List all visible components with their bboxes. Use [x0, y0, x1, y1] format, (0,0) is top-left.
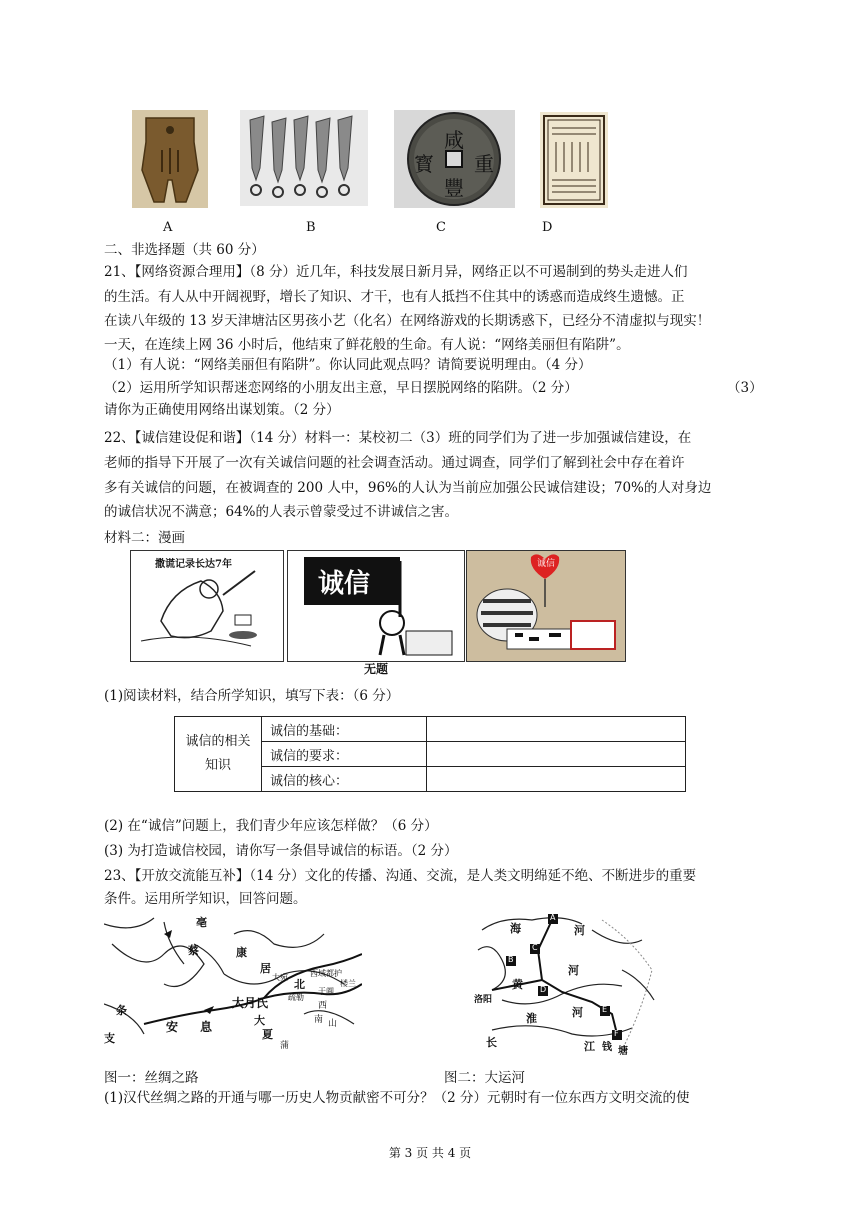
map1-label-13: 安: [166, 1020, 179, 1034]
map1-label-18: 支: [104, 1032, 115, 1045]
q21-sub1: （1）有人说：“网络美丽但有陷阱”。你认同此观点吗？请简要说明理由。（4 分）: [104, 357, 592, 373]
coin-label-d: D: [542, 220, 553, 235]
q22-material2-label: 材料二：漫画: [104, 530, 185, 546]
map2-label-3: 黄: [512, 978, 523, 991]
map2-label-2: 河: [574, 924, 585, 937]
map1-label-1: 亳: [196, 916, 207, 929]
q22-sub2: (2) 在“诚信”问题上，我们青少年应该怎样做？（6 分）: [104, 818, 438, 834]
q22-sub1: (1)阅读材料，结合所学知识，填写下表：（6 分）: [104, 688, 400, 704]
coin-label-a: A: [163, 220, 173, 235]
section-heading: 二、非选择题（共 60 分）: [104, 242, 265, 258]
coin-label-c: C: [436, 220, 446, 235]
map1-label-7: 西域都护: [310, 969, 342, 978]
comic-3: [466, 550, 626, 662]
table-answer-core[interactable]: [427, 767, 686, 792]
map2-label-5: 淮: [526, 1012, 537, 1025]
table-answer-requirement[interactable]: [427, 742, 686, 767]
q21-sub2: （2）运用所学知识帮迷恋网络的小朋友出主意，早日摆脱网络的陷阱。（2 分）: [104, 380, 578, 396]
comic-1: [130, 550, 284, 662]
q21-line-3: 在读八年级的 13 岁天津塘沽区男孩小艺（化名）在网络游戏的长期诱惑下，已经分不清虚拟与现实！: [104, 313, 711, 329]
q21-sub3-number: （3）: [727, 380, 763, 396]
q21-sub3: 请你为正确使用网络出谋划策。（2 分）: [104, 402, 340, 418]
coin-image-b: [240, 110, 368, 206]
map2-label-11: 塘: [618, 1046, 628, 1056]
silk-road-map: [104, 914, 362, 1050]
map1-label-5: 大宛: [272, 973, 288, 982]
map2-label-9: 江: [584, 1040, 595, 1053]
map2-marker-b: B: [508, 955, 514, 964]
coin-c-char-left: 寳: [414, 152, 434, 176]
map1-label-2: 蔡: [188, 944, 199, 957]
coin-c-char-bottom: 豐: [444, 176, 464, 200]
map1-label-12: 夏: [262, 1028, 273, 1041]
map1-label-17: 条: [116, 1004, 127, 1017]
coin-c-char-right: 重: [474, 152, 494, 176]
map2-label-4: 河: [568, 964, 579, 977]
map2-label-10: 钱: [602, 1042, 612, 1053]
q21-line-4: 一天，在连续上网 36 小时后，他结束了鲜花般的生命。有人说：“网络美丽但有陷阱”。: [104, 337, 630, 353]
map1-label-19: 西: [318, 1001, 328, 1011]
grand-canal-map: [472, 910, 658, 1056]
map2-label-8: 长: [486, 1036, 497, 1049]
q22-line-1: 22、【诚信建设促和谐】（14 分）材料一：某校初二（3）班的同学们为了进一步加强诚信建设，在: [104, 430, 692, 446]
table-cell-core: 诚信的核心：: [262, 767, 427, 792]
map2-marker-c: C: [532, 943, 538, 952]
table-row-header: [175, 717, 262, 792]
map1-label-14: 息: [200, 1020, 213, 1034]
q22-line-3: 多有关诚信的问题，在被调查的 200 人中，96%的人认为当前应加强公民诚信建设；70%的人对身边: [104, 480, 712, 496]
map2-label-6: 河: [572, 1006, 583, 1019]
map2-marker-a: A: [550, 913, 556, 922]
comic-2-title: 诚信: [318, 569, 371, 599]
q22-line-4: 的诚信状况不满意；64%的人表示曾蒙受过不讲诚信之害。: [104, 504, 459, 520]
map1-label-4: 居: [260, 962, 271, 975]
coin-image-a: [132, 110, 208, 208]
fig1-caption: 图一：丝绸之路: [104, 1070, 199, 1086]
table-row-header-text: 诚信的相关知识: [185, 734, 251, 773]
map1-label-8: 疏勒: [288, 993, 304, 1002]
q23-line-1: 23、【开放交流能互补】（14 分）文化的传播、沟通、交流，是人类文明绵延不绝、不断进步的重要: [104, 868, 697, 884]
page-footer: 第 3 页 共 4 页: [388, 1146, 472, 1160]
comic-2: [287, 550, 465, 662]
coin-c-char-top: 咸: [444, 128, 464, 152]
coin-label-b: B: [306, 220, 316, 235]
q23-sub1: (1)汉代丝绸之路的开通与哪一历史人物贡献密不可分？（2 分）元朝时有一位东西方文明交流的使: [104, 1090, 690, 1106]
table-cell-requirement: 诚信的要求：: [262, 742, 427, 767]
table-cell-basis: 诚信的基础：: [262, 717, 427, 742]
table-answer-basis[interactable]: [427, 717, 686, 742]
map1-label-9: 楼兰: [340, 979, 356, 988]
map1-label-21: 蒲: [280, 1041, 290, 1050]
q22-line-2: 老师的指导下开展了一次有关诚信问题的社会调查活动。通过调查，同学们了解到社会中存在着许: [104, 455, 685, 471]
map2-marker-f: F: [614, 1029, 619, 1038]
honesty-table: [174, 716, 686, 792]
map1-label-20: 于阗: [318, 987, 334, 996]
map2-label-1: 海: [510, 922, 521, 935]
map1-label-16: 山: [328, 1019, 338, 1029]
map1-label-6: 北: [294, 978, 305, 991]
map2-marker-e: E: [602, 1005, 608, 1014]
map2-label-7: 洛阳: [474, 995, 493, 1005]
fig2-caption: 图二：大运河: [444, 1070, 525, 1086]
comic-2-caption: 无题: [364, 662, 389, 676]
comic-1-caption: 撒谎记录长达7年: [155, 559, 232, 570]
map1-label-11: 大: [254, 1014, 265, 1027]
coin-image-d: [540, 112, 608, 208]
map1-label-15: 南: [314, 1015, 324, 1025]
coin-image-c: [394, 110, 515, 208]
q23-line-2: 条件。运用所学知识，回答问题。: [104, 891, 307, 907]
q21-line-2: 的生活。有人从中开阔视野，增长了知识、才干，也有人抵挡不住其中的诱惑而造成终生遗憾。正: [104, 289, 685, 305]
q22-sub3: (3) 为打造诚信校园，请你写一条倡导诚信的标语。（2 分）: [104, 843, 458, 859]
map1-label-10: 大月氏: [232, 996, 269, 1010]
map2-marker-d: D: [540, 985, 547, 994]
map1-label-3: 康: [236, 946, 247, 959]
comic-3-heart-label: 诚信: [537, 559, 556, 569]
q21-line-1: 21、【网络资源合理用】（8 分）近几年，科技发展日新月异，网络正以不可遏制到的势头走进人们: [104, 264, 688, 280]
